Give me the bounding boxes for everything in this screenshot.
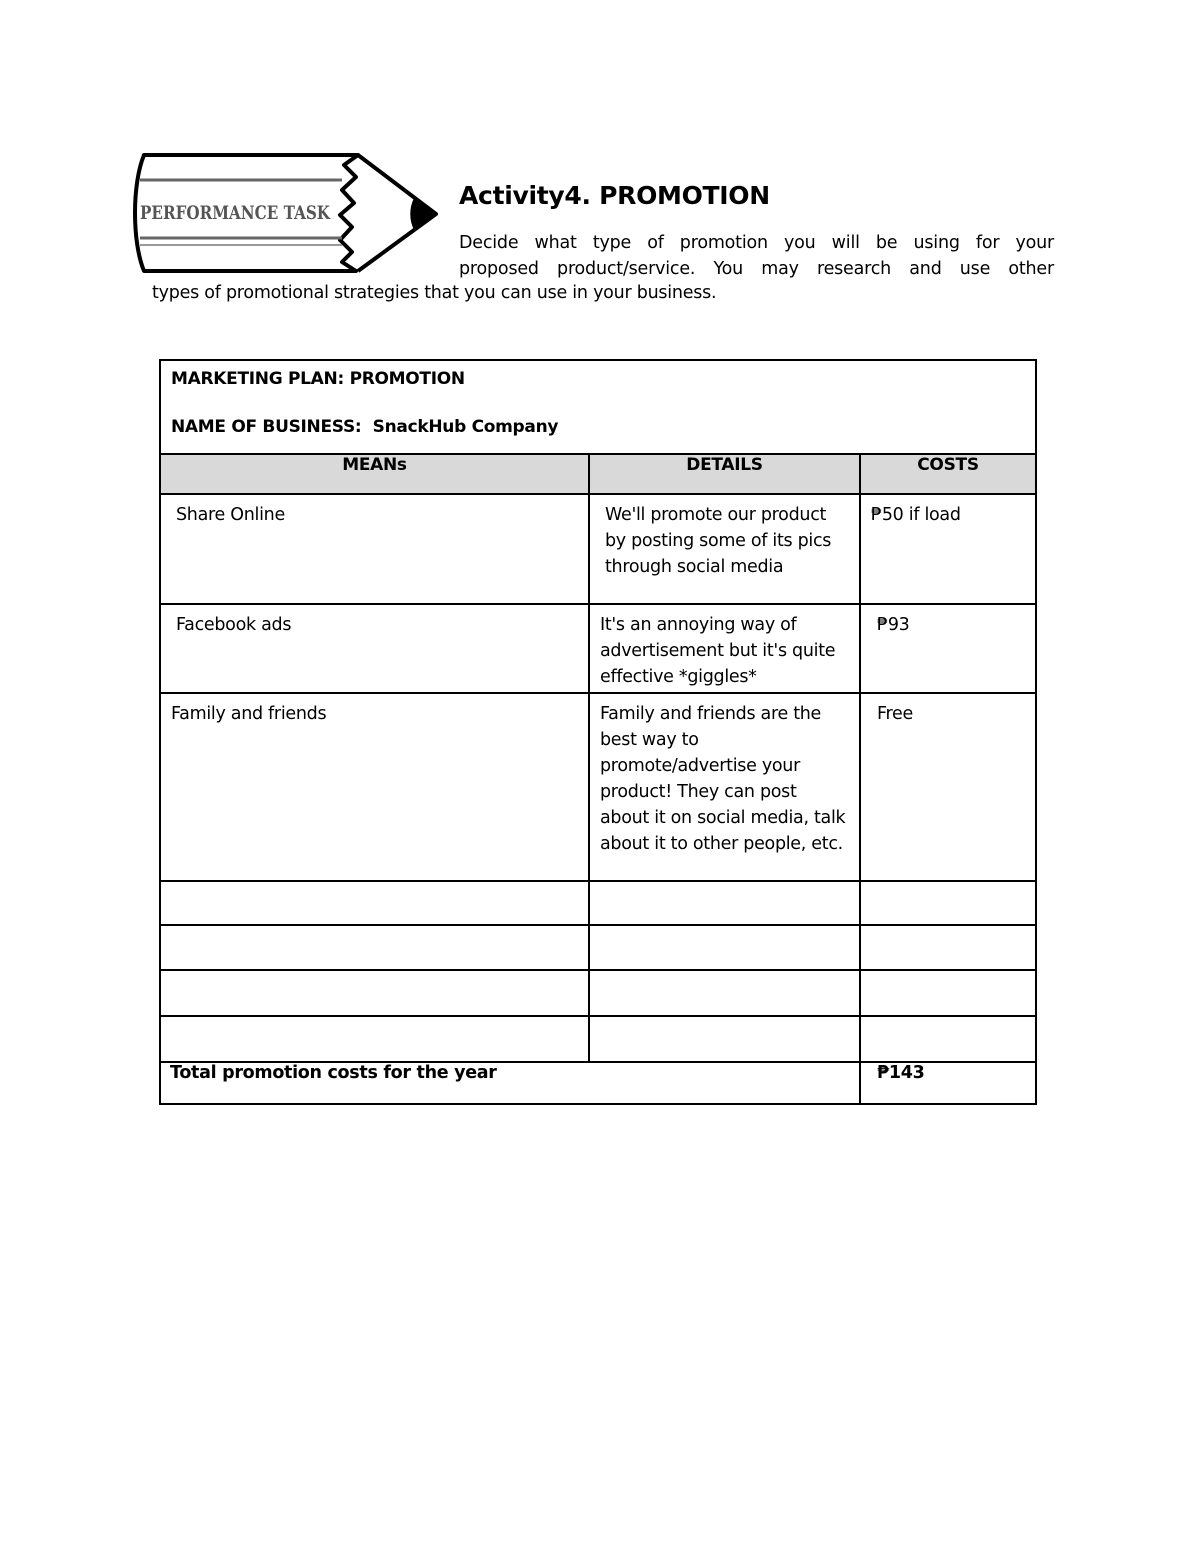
empty-row	[160, 1016, 1036, 1062]
plan-header-cell	[160, 360, 1036, 454]
intro-line-1: Decide what type of promotion you will be using for your	[459, 233, 1054, 253]
empty-row	[160, 881, 1036, 925]
business-name-line	[171, 417, 1025, 437]
means-cell[interactable]: Share Online	[176, 505, 285, 525]
details-cell[interactable]: It's an annoying way of advertisement but it's quite effective *giggles*	[600, 615, 836, 687]
total-label: Total promotion costs for the year	[160, 1062, 860, 1104]
details-header: DETAILS	[589, 454, 860, 494]
means-cell[interactable]: Family and friends	[171, 704, 327, 724]
business-name: SnackHub Company	[372, 417, 559, 437]
business-label: NAME OF BUSINESS:	[171, 417, 362, 437]
means-cell[interactable]: Facebook ads	[176, 615, 292, 635]
details-cell[interactable]: Family and friends are the best way to promote/advertise your product! They can post about it on social media, talk about it to other people, etc.	[600, 704, 846, 854]
column-header-row	[160, 454, 1036, 494]
table-row	[160, 604, 1036, 693]
marketing-plan-table	[159, 359, 1037, 1105]
empty-row	[160, 925, 1036, 970]
details-cell[interactable]: We'll promote our product by posting some of its pics through social media	[605, 505, 832, 577]
pencil-icon	[130, 152, 440, 274]
costs-cell[interactable]: ₱50 if load	[871, 505, 961, 525]
performance-task-label: PERFORMANCE TASK	[140, 202, 332, 224]
total-row	[160, 1062, 1036, 1104]
costs-header: COSTS	[860, 454, 1036, 494]
table-row	[160, 693, 1036, 881]
costs-cell[interactable]: ₱93	[877, 615, 910, 635]
activity-title: Activity4. PROMOTION	[459, 181, 770, 210]
intro-text	[459, 231, 1054, 282]
total-value[interactable]: ₱143	[860, 1062, 1036, 1104]
table-row	[160, 494, 1036, 604]
means-header: MEANs	[160, 454, 589, 494]
plan-label: MARKETING PLAN: PROMOTION	[171, 369, 465, 389]
costs-cell[interactable]: Free	[877, 704, 913, 724]
intro-line-2: proposed product/service. You may research and use other	[459, 258, 1054, 279]
intro-line-3: types of promotional strategies that you can use in your business.	[152, 283, 717, 303]
empty-row	[160, 970, 1036, 1016]
